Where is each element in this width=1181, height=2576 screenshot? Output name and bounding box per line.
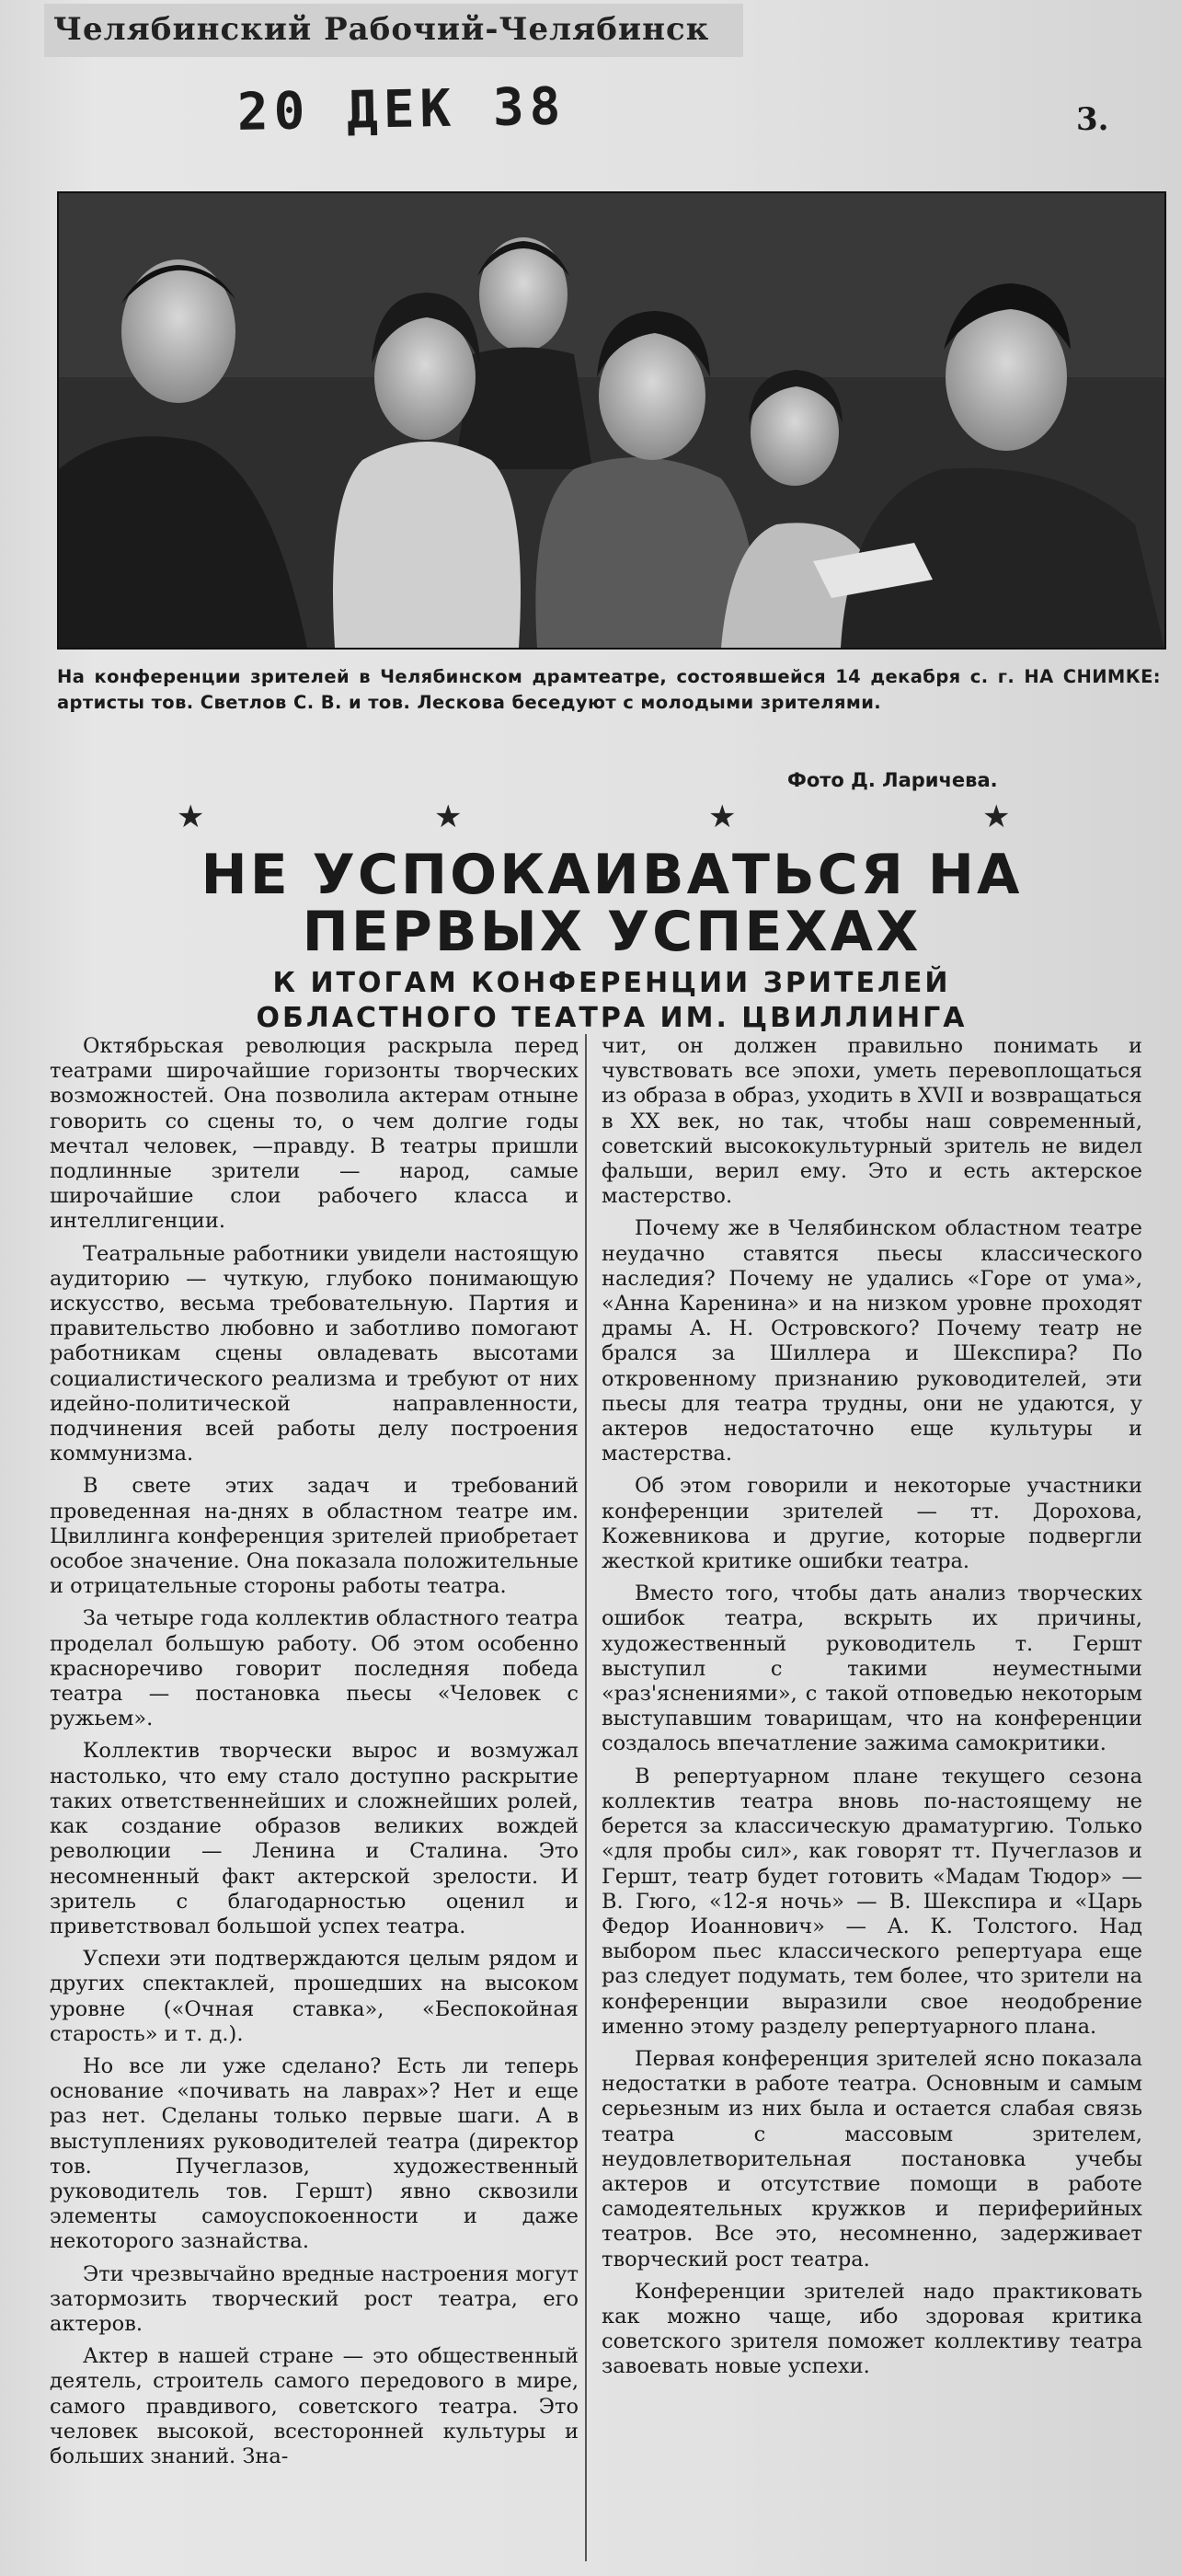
- photo-caption: На конференции зрителей в Челябинском драмтеатре, состоявшейся 14 декабря с. г. НА СНИМКЕ: артисты тов. Светлов С. В. и тов. Лескова беседуют с молодыми зрителями.: [57, 666, 1161, 713]
- paragraph: Конференции зрителей надо практиковать как можно чаще, ибо здоровая критика советского зрителя поможет коллективу театра завоевать новые успехи.: [602, 2279, 1142, 2379]
- paragraph: Октябрьская революция раскрыла перед театрами широчайшие горизонты творческих возможностей. Она позволила актерам отныне говорить со сцены то, о чем долгие годы мечтал человек, —правду. В театры пришли подлинные зрители — народ, самые широчайшие слои рабочего класса и интеллигенции.: [50, 1034, 579, 1234]
- news-photo: [57, 191, 1166, 650]
- paragraph: За четыре года коллектив областного театра проделал большую работу. Об этом особенно красноречиво говорит последняя победа театра — постановка пьесы «Человек с ружьем».: [50, 1606, 579, 1731]
- article-column-right: [602, 1034, 1142, 2570]
- paragraph: Коллектив творчески вырос и возмужал настолько, что ему стало доступно раскрытие таких ответственнейших и сложнейших ролей, как создание образов великих вождей революции — Ленина и Сталина. Это несомненный факт актерской зрелости. И зритель с благодарностью оценил и приветствовал большой успех театра.: [50, 1739, 579, 1938]
- paragraph: Вместо того, чтобы дать анализ творческих ошибок театра, вскрыть их причины, художественный руководитель т. Гершт выступил с такими неуместными «раз'яснениями», с такой отповедью некоторым выступавшим товарищам, что на конференции создалось впечатление зажима самокритики.: [602, 1581, 1142, 1756]
- star-ornament: ★: [708, 799, 737, 835]
- page-number: 3.: [1076, 101, 1109, 138]
- paragraph: Актер в нашей стране — это общественный деятель, строитель самого передового в мире, самого правдивого, советского театра. Это человек высокой, всесторонней культуры и больших знаний. Зна-: [50, 2344, 579, 2468]
- paragraph: чит, он должен правильно понимать и чувствовать все эпохи, уметь перевоплощаться из образа в образ, уходить в XVII и возвращаться в XX век, но так, чтобы наш современный, советский высококультурный зритель не видел фальши, верил ему. Это и есть актерское мастерство.: [602, 1034, 1142, 1209]
- star-ornament: ★: [177, 799, 205, 835]
- column-divider: [585, 1034, 587, 2561]
- paragraph: Почему же в Челябинском областном театре неудачно ставятся пьесы классического наследия? Почему не удались «Горе от ума», «Анна Каренина» и на низком уровне проходят драмы А. Н. Островского? Почему театр не брался за Шиллера и Шекспира? По откровенному признанию руководителей, эти пьесы для театра трудны, они не удаются, у актеров недостаточно еще культуры и мастерства.: [602, 1216, 1142, 1466]
- article-subheadline: К ИТОГАМ КОНФЕРЕНЦИИ ЗРИТЕЛЕЙ ОБЛАСТНОГО ТЕАТРА ИМ. ЦВИЛЛИНГА: [256, 967, 968, 1034]
- photo-credit: Фото Д. Ларичева.: [787, 769, 998, 791]
- paragraph: В свете этих задач и требований проведенная на-днях в областном театре им. Цвиллинга конференция зрителей приобретает особое значение. Она показала положительные и отрицательные стороны работы театра.: [50, 1474, 579, 1599]
- photo-figures: [59, 193, 1164, 648]
- star-ornament: ★: [434, 799, 463, 835]
- newspaper-masthead: Челябинский Рабочий-Челябинск: [44, 4, 743, 57]
- paragraph: Об этом говорили и некоторые участники конференции зрителей — тт. Дорохова, Кожевникова и другие, которые подвергли жесткой критике ошибки театра.: [602, 1474, 1142, 1574]
- star-ornament: ★: [982, 799, 1011, 835]
- paragraph: Но все ли уже сделано? Есть ли теперь основание «почивать на лаврах»? Нет и еще раз нет. Сделаны только первые шаги. А в выступлениях руководителей театра (директор тов. Пучеглазов, художественный руководитель тов. Гершт) явно сквозили элементы самоуспокоенности и даже некоторого зазнайства.: [50, 2053, 579, 2254]
- paragraph: Первая конференция зрителей ясно показала недостатки в работе театра. Основным и самым серьезным из них была и остается слабая связь театра с массовым зрителем, неудовлетворительная постановка учебы актеров и отсутствие помощи в работе самодеятельных кружков и периферийных театров. Все это, несомненно, задерживает творческий рост театра.: [602, 2046, 1142, 2271]
- article-headline: НЕ УСПОКАИВАТЬСЯ НА ПЕРВЫХ УСПЕХАХ: [201, 843, 1023, 964]
- paragraph: В репертуарном плане текущего сезона коллектив театра вновь по-настоящему не берется за классическую драматургию. Только «для пробы сил», как говорят тт. Пучеглазов и Гершт, театр будет готовить «Мадам Тюдор» — В. Гюго, «12-я ночь» — В. Шекспира и «Царь Федор Иоаннович» — А. К. Толстого. Над выбором пьес классического репертуара еще раз следует подумать, тем более, что зрители на конференции выразили свое неодобрение именно этому разделу репертуарного плана.: [602, 1764, 1142, 2039]
- paragraph: Театральные работники увидели настоящую аудиторию — чуткую, глубоко понимающую искусство, весьма требовательную. Партия и правительство любовно и заботливо помогают работникам сцены овладевать высотами социалистического реализма и требуют от них идейно-политической направленности, подчинения всей работы делу построения коммунизма.: [50, 1241, 579, 1466]
- paragraph: Эти чрезвычайно вредные настроения могут затормозить творческий рост театра, его актеров.: [50, 2261, 579, 2336]
- date-stamp: 20 ДЕК 38: [236, 76, 567, 143]
- article-column-left: [50, 1034, 579, 2570]
- paragraph: Успехи эти подтверждаются целым рядом и других спектаклей, прошедших на высоком уровне («Очная ставка», «Беспокойная старость» и т. д.).: [50, 1947, 579, 2046]
